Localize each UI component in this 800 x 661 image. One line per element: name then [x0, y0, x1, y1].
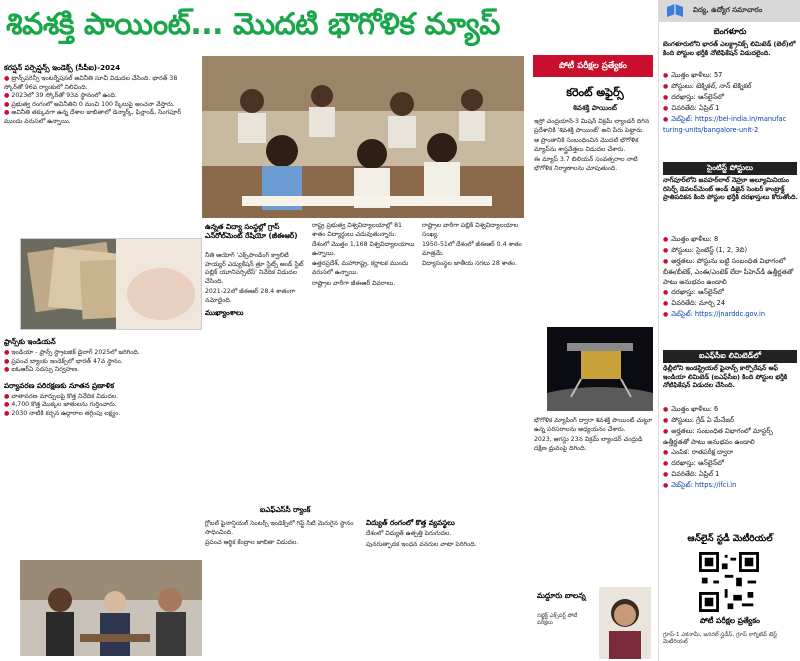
competitive-exams-tag: పోటీ పరీక్షల ప్రత్యేకం	[533, 55, 653, 77]
left-heading-env: పర్యావరణ పరిరక్షణకు నూతన ప్రణాళిక	[4, 380, 115, 390]
job3-desc: ఢిల్లీలోని ఇండస్ట్రియల్ ఫైనాన్స్ కార్పొరేషన్ ఆఫ్ ఇండియా లిమిటెడ్ (ఐఎఫ్‌సీఐ) కింది పోస్టుల భర్తీకి నోటిఫికేషన్ విడుదల చేసింది.	[663, 364, 788, 390]
list-item: ● దరఖాస్తు: ఆన్‌లైన్‌లో	[663, 287, 799, 298]
list-item: ● పోస్టులు: సైంటిస్ట్ (1, 2, 3బి)	[663, 245, 799, 256]
middle-lower-2	[366, 530, 526, 630]
middle-subhead-power: విద్యుత్ రంగంలో కొత్త వ్యవస్థలు	[366, 518, 455, 527]
list-item: ● ఐఓఆర్ఏ సదస్సు నిర్వహణ.	[4, 366, 200, 375]
paragraph: 2023, ఆగస్టు 23న విక్రమ్ ల్యాండర్ చంద్రుడి దక్షిణ ధ్రువంపై దిగింది.	[534, 436, 643, 452]
paragraph: విద్యాసంస్థల జాతీయ సగటు 28 శాతం.	[422, 260, 518, 268]
study-material-title: ఆన్‌లైన్ స్టడీ మెటీరియల్	[687, 534, 773, 544]
list-item: ● ప్రపంచ బ్యాంకు ఇండెక్స్‌లో భారత్ 47వ స్థానం.	[4, 358, 200, 367]
paragraph: పునరుత్పాదక ఇంధన వనరుల వాటా పెరిగింది.	[366, 540, 477, 548]
sidebar-footnote: గ్రూప్-1 ఎకనామీ, జనరల్ స్టడీస్, గ్రూప్ కాగ్నిటివ్ టెస్ట్ మెటీరియల్	[663, 632, 778, 645]
list-item: ● దరఖాస్తు: ఆన్‌లైన్‌లో	[663, 458, 799, 469]
paragraph: ఇస్రో చంద్రయాన్-3 మిషన్ విక్రమ్ ల్యాండర్ దిగిన ప్రదేశానికి 'శివశక్తి పాయింట్' అని పేరు పెట్టారు.	[534, 118, 650, 134]
highlights-heading: ముఖ్యాంశాలు	[205, 307, 244, 317]
list-item: ● చివరితేది: ఏప్రిల్ 1	[663, 469, 799, 480]
list-item: ● ఎంపిక: రాతపరీక్ష ద్వారా	[663, 447, 799, 458]
paragraph: రాష్ట్ర ప్రభుత్వ విశ్వవిద్యాలయాల్లో 81 శాతం విద్యార్థులు చదువుతున్నారు.	[312, 222, 402, 238]
list-item: ● అర్హతలు: సంబంధిత విభాగంలో మాస్టర్స్ ఉత్తీర్ణతతో పాటు అనుభవం ఉండాలి	[663, 426, 799, 447]
paragraph: రాష్ట్రాల వారీగా జీఈఆర్ వివరాలు.	[312, 279, 396, 287]
job2-desc: నాగ్‌పూర్‌లోని జవహర్‌లాల్ నెహ్రూ అల్యూమినియం రిసెర్చ్ డెవలప్‌మెంట్ అండ్ డిజైన్ సెంటర్ కాంట్రాక్ట్ ప్రాతిపదికన కింది పోస్టుల భర్తీకి దరఖాస్తులు కోరుతోంది.	[663, 176, 798, 202]
job1-desc: బెంగళూరులోని భారత్ ఎలక్ట్రానిక్స్ లిమిటెడ్ (బెల్)లో కింది పోస్టుల భర్తీకి నోటిఫికేషన్ విడుదలైంది.	[663, 40, 796, 57]
author-box	[533, 585, 653, 661]
job1-website-link[interactable]: వెబ్‌సైట్: https://bel-india.in/manufac turing-units/bangalore-unit-2	[663, 115, 787, 134]
paragraph: నీతి ఆయోగ్ 'ఎక్స్‌పాండింగ్ క్వాలిటీ హయ్యర్ ఎడ్యుకేషన్ త్రూ స్టేట్స్ అండ్ స్టేట్ పబ్లిక్ యూనివర్సిటీస్' నివేదిక విడుదల చేసింది.	[205, 252, 304, 285]
left-list-3	[4, 393, 200, 419]
rover-photo	[547, 327, 653, 411]
list-item	[663, 480, 799, 491]
special-column-2	[534, 417, 654, 567]
list-item: ● పోస్టులు: గ్రేడ్ ఏ మేనేజర్	[663, 415, 799, 426]
left-heading-france: ఫ్రాన్స్‌కు ఇండియన్	[4, 337, 56, 346]
meeting-photo	[20, 560, 202, 656]
job3-website-link[interactable]: వెబ్‌సైట్: https://ifci.in	[671, 481, 737, 489]
paragraph: ఈ మ్యాప్ 3.7 బిలియన్ సంవత్సరాల నాటి భౌగోళిక నిర్మాణాలను చూపుతుంది.	[534, 156, 638, 172]
jobs-sidebar	[658, 0, 800, 661]
list-item: ● ప్రభుత్వ రంగంలో అవినీతిని 0 నుంచి 100 స్కేలుపై అంచనా వేస్తారు.	[4, 101, 198, 110]
list-item: ● పోస్టులు: టెక్నికల్, నాన్ టెక్నికల్	[663, 81, 799, 92]
list-item: ● చివరితేది: ఏప్రిల్ 1	[663, 103, 799, 114]
middle-column-3	[422, 222, 526, 522]
list-item: ● ఇండియా - ఫ్రాన్స్ స్ట్రాటజిక్ డైలాగ్ 2025లో జరిగింది.	[4, 349, 200, 358]
job1-list	[663, 70, 799, 135]
middle-subhead-ifsc: ఐఎఫ్ఎస్‌సీ ర్యాంక్	[260, 505, 311, 514]
list-item: ● 2023లో 39 స్కోర్‌తో 93వ స్థానంలో ఉంది.	[4, 92, 198, 101]
classroom-photo	[202, 56, 524, 218]
qr-caption: పోటీ పరీక్షల ప్రత్యేకం	[700, 616, 760, 625]
paragraph: దేశంలో మొత్తం 1,168 విశ్వవిద్యాలయాలు ఉన్నాయి.	[312, 241, 415, 257]
left-list-1	[4, 75, 198, 127]
paragraph: ఉత్తరప్రదేశ్, మహారాష్ట్ర, కర్ణాటక ముందు వరుసలో ఉన్నాయి.	[312, 260, 409, 276]
list-item: ● 4,700 కొత్త మొక్కల జాతులను గుర్తించారు.	[4, 401, 200, 410]
left-list-2	[4, 349, 200, 375]
sidebar-brand-bar	[659, 0, 800, 22]
middle-column-2	[312, 222, 416, 522]
left-column-lower	[4, 336, 200, 556]
headline-part2: మొదటి భౌగోళిక మ్యాప్	[232, 7, 500, 42]
middle-subhead-ger: ఉన్నత విద్యా సంస్థల్లో గ్రాస్ ఎన్‌రోల్‌మెంట్ రేషియో (జీఈఆర్)	[205, 222, 298, 240]
list-item: ● అర్హతలు: పోస్టును బట్టి సంబంధిత విభాగంలో బీఈ/బీటెక్, ఎంఈ/ఎంటెక్ లేదా పీహెచ్‌డీ ఉత్తీర్ణతతో పాటు అనుభవం ఉండాలి	[663, 256, 799, 287]
list-item: ● మొత్తం ఖాళీలు: 8	[663, 234, 799, 245]
job2-title: సైంటిస్ట్ పోస్టులు	[663, 162, 797, 175]
job2-list	[663, 234, 799, 320]
middle-lower-1	[205, 520, 360, 661]
paragraph: భౌగోళిక మ్యాపింగ్ ద్వారా శివశక్తి పాయింట్ చుట్టూ ఉన్న పరిసరాలను అధ్యయనం చేశారు.	[534, 417, 653, 433]
page-headline	[6, 2, 646, 48]
job1-city: బెంగళూరు	[713, 27, 747, 36]
author-photo	[599, 587, 651, 659]
paragraph: 1950-51లో దేశంలో జీఈఆర్ 0.4 శాతం మాత్రమే.	[422, 241, 522, 257]
list-item	[663, 309, 799, 320]
special-column-1	[534, 118, 654, 318]
list-item: ● మొత్తం ఖాళీలు: 57	[663, 70, 799, 81]
list-item: ● మొత్తం ఖాళీలు: 6	[663, 404, 799, 415]
current-affairs-subtitle: శివశక్తి పాయింట్	[573, 104, 617, 112]
paragraph: గ్లోబల్ ఫైనాన్షియల్ సెంటర్స్ ఇండెక్స్‌లో గిఫ్ట్ సిటీ మెరుగైన స్థానం సాధించింది.	[205, 520, 354, 536]
currency-photo	[20, 238, 202, 330]
list-item: ● 2030 నాటికి కర్బన ఉద్గారాల తగ్గింపు లక్ష్యం.	[4, 410, 200, 419]
sidebar-brand: విద్య, ఉద్యోగ సమాచారం	[693, 6, 763, 14]
author-name: మద్దూరు బాలన్న	[537, 591, 586, 600]
paragraph: 2021-22లో జీఈఆర్ 28.4 శాతంగా నమోదైంది.	[205, 288, 296, 304]
left-heading-cpi: కరప్షన్ పర్సెప్షన్స్ ఇండెక్స్ (సీపీఐ)-2024	[4, 63, 121, 72]
list-item: ● ట్రాన్స్‌పరెన్సీ ఇంటర్నేషనల్ అవినీతి సూచీ విడుదల చేసింది. భారత్ 38 స్కోర్‌తో 96వ ర్యాంకులో నిలిచింది.	[4, 75, 198, 92]
list-item: ● వాతావరణ మార్పులపై కొత్త నివేదిక విడుదల.	[4, 393, 200, 402]
paragraph: ప్రపంచ ఆర్థిక కేంద్రాల జాబితా విడుదల.	[205, 539, 299, 547]
list-item: ● దరఖాస్తు: ఆన్‌లైన్‌లో	[663, 92, 799, 103]
job3-title: ఐఎఫ్‌సీఐ లిమిటెడ్‌లో	[663, 350, 797, 363]
current-affairs-title: కరెంట్ అఫైర్స్	[566, 86, 624, 99]
list-item: ● అవినీతి తక్కువగా ఉన్న దేశాల జాబితాలో డెన్మార్క్, ఫిన్లాండ్, సింగపూర్ ముందు వరుసలో ఉన్నాయి.	[4, 109, 198, 126]
paragraph: రాష్ట్రాల వారీగా పబ్లిక్ విశ్వవిద్యాలయాల సంఖ్య.	[422, 222, 519, 238]
list-item: ● చివరితేది: మార్చి 24	[663, 298, 799, 309]
headline-part1: శివశక్తి పాయింట్...	[6, 7, 224, 42]
job2-website-link[interactable]: వెబ్‌సైట్: https://jnarddc.gov.in	[671, 310, 766, 318]
job3-list	[663, 404, 799, 491]
list-item	[663, 114, 799, 135]
paragraph: ఆ ప్రాంతానికి సంబంధించిన మొదటి భౌగోళిక మ్యాప్‌ను శాస్త్రవేత్తలు విడుదల చేశారు.	[534, 137, 639, 153]
book-icon	[665, 3, 685, 19]
author-role: సబ్జెక్ట్ ఎక్స్‌పర్ట్ పోటీ పరీక్షలు	[537, 613, 578, 626]
qr-code-icon[interactable]	[699, 552, 759, 612]
paragraph: దేశంలో విద్యుత్ ఉత్పత్తి పెరుగుదల.	[366, 530, 452, 537]
